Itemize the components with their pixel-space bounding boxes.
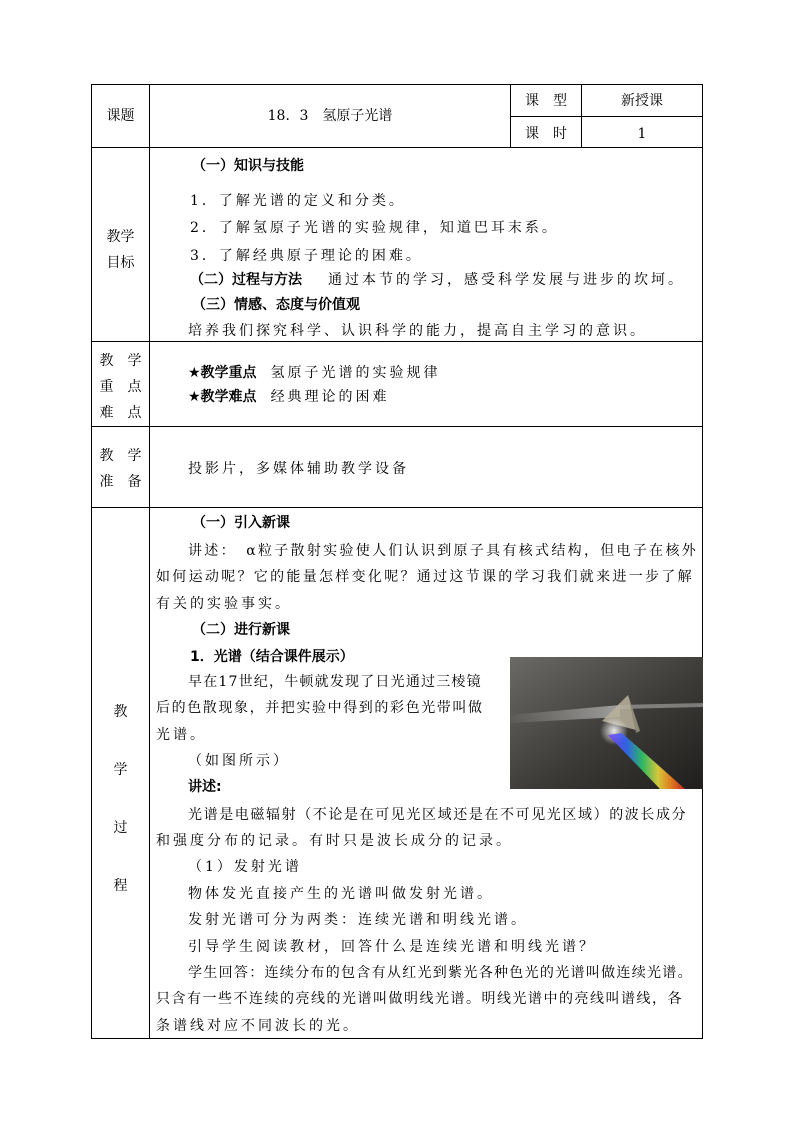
answer-line-1: 学生回答：连续分布的包含有从红光到紫光各种色光的光谱叫做连续光谱。 [188,965,693,981]
difficulty-heading: ★教学难点 [188,389,257,405]
hours-value: 1 [637,126,647,142]
key-point-line [188,364,441,382]
preparation-label-line2: 准 备 [99,474,142,490]
emotion-heading: （三）情感、态度与价值观 [192,297,360,313]
objectives-label [92,224,149,276]
topic-value: 18．3 氢原子光谱 [267,108,393,124]
objectives-label-line1: 教学 [106,229,135,245]
difficulty-line [188,388,390,406]
emission-line-1: 物体发光直接产生的光谱叫做发射光谱。 [188,886,494,902]
process-label-char: 教 [113,704,128,720]
prism-dispersion-image [510,657,703,789]
key-heading: ★教学重点 [188,365,257,381]
keypoints-label-line2: 重 点 [99,379,142,395]
keypoints-label-line1: 教 学 [99,353,142,369]
intro-line-1: 讲述： α粒子散射实验使人们认识到原子具有核式结构，但电子在核外 [188,543,699,559]
process-heading: （二）过程与方法 [190,272,302,288]
preparation-text: 投影片，多媒体辅助教学设备 [188,461,409,477]
lecture-label: 讲述: [188,779,222,795]
objective-item-3: 3．了解经典原子理论的困难。 [190,248,423,264]
type-label: 课 型 [525,93,567,109]
emission-line-3: 引导学生阅读教材，回答什么是连续光谱和明线光谱？ [188,939,596,955]
table-border-right [702,84,703,1039]
spectrum-line-1: 早在17世纪，牛顿就发现了日光通过三棱镜 [188,674,482,690]
emission-line-2: 发射光谱可分为两类：连续光谱和明线光谱。 [188,912,528,928]
new-lesson-heading: （二）进行新课 [192,622,290,638]
answer-line-3: 条谱线对应不同波长的光。 [156,1018,360,1034]
row-divider-keypoints [91,426,703,427]
label-column-divider [149,84,150,1039]
row-divider-objectives [91,341,703,342]
row-divider-type-hours [510,116,703,117]
preparation-label-line1: 教 学 [99,448,142,464]
difficulty-text: 经典理论的困难 [270,389,390,405]
figure-note: （如图所示） [188,753,290,769]
topic-label: 课题 [106,108,135,124]
process-label-char: 学 [113,762,128,778]
keypoints-label-line3: 难 点 [99,405,142,421]
key-text: 氢原子光谱的实验规律 [270,365,441,381]
definition-line-2: 和强度分布的记录。有时只是波长成分的记录。 [156,833,513,849]
knowledge-heading: （一）知识与技能 [192,158,304,174]
process-method-line [190,271,685,289]
process-label-char: 过 [113,820,128,836]
answer-line-2: 只含有一些不连续的亮线的光谱叫做明线光谱。明线光谱中的亮线叫谱线，各 [156,991,683,1007]
prism-dispersion-photo [510,657,703,789]
keypoints-label [92,348,149,426]
spectrum-heading: 1．光谱（结合课件展示） [190,649,354,665]
intro-line-2: 如何运动呢？它的能量怎样变化呢？通过这节课的学习我们就来进一步了解 [156,569,694,585]
row-divider-preparation [91,507,703,508]
objectives-label-line2: 目标 [106,255,135,271]
table-border-bottom [91,1038,703,1039]
emission-heading: （1）发射光谱 [188,859,302,875]
table-border-top [91,84,703,85]
row-divider-header [91,147,703,148]
intro-heading: （一）引入新课 [192,515,290,531]
definition-line-1: 光谱是电磁辐射（不论是在可见光区域还是在不可见光区域）的波长成分 [188,807,688,823]
intro-line-3: 有关的实验事实。 [156,596,292,612]
type-value: 新授课 [621,93,663,109]
objective-item-1: 1．了解光谱的定义和分类。 [190,193,406,209]
process-text: 通过本节的学习，感受科学发展与进步的坎坷。 [328,272,685,288]
emotion-text: 培养我们探究科学、认识科学的能力，提高自主学习的意识。 [188,323,647,339]
objective-item-2: 2．了解氢原子光谱的实验规律，知道巴耳末系。 [190,220,559,236]
preparation-label [92,443,149,495]
hours-label: 课 时 [525,126,567,142]
spectrum-line-3: 光谱。 [156,727,207,743]
process-label [92,683,149,915]
spectrum-line-2: 后的色散现象，并把实验中得到的彩色光带叫做 [156,700,484,716]
process-label-char: 程 [113,878,128,894]
